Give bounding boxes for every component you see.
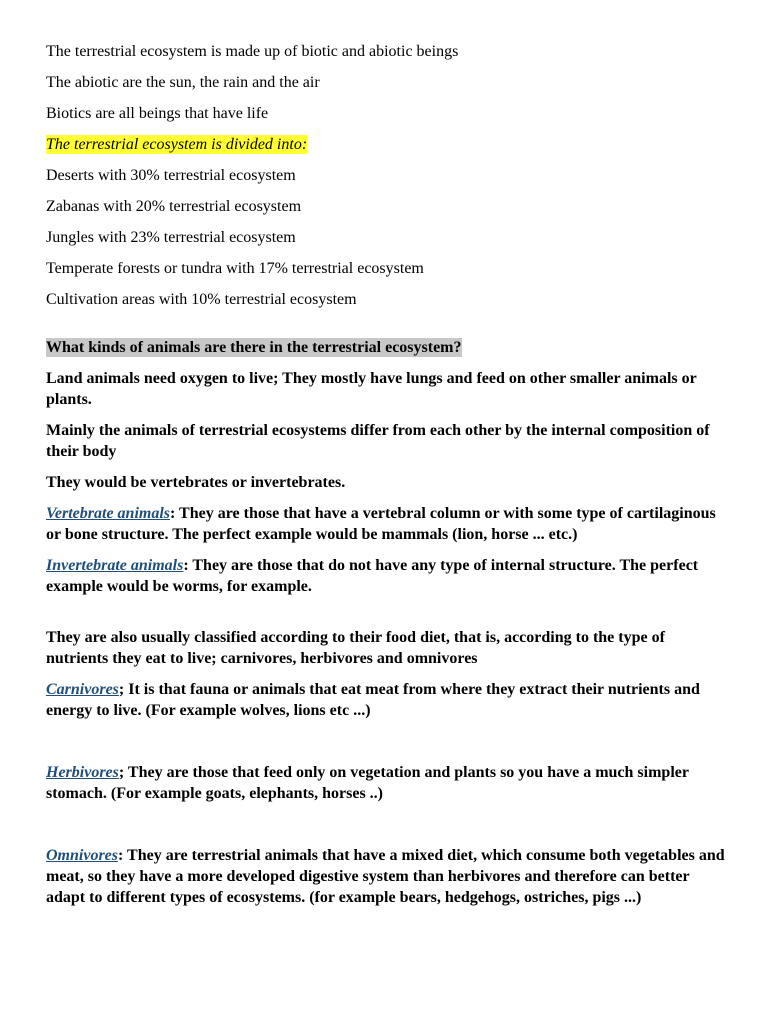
animals-heading-line: [46, 337, 726, 358]
division-heading-line: [46, 134, 726, 155]
vertebrate-text: : They are those that have a vertebral column or with some type of cartilaginous or bone structure. The perfect example would be mammals (lion, horse ... etc.): [46, 505, 716, 543]
division-cultivation: Cultivation areas with 10% terrestrial ecosystem: [46, 291, 357, 308]
omnivores-paragraph: [46, 845, 726, 908]
herbivores-link[interactable]: Herbivores: [46, 764, 119, 781]
division-heading: The terrestrial ecosystem is divided into:: [46, 136, 308, 153]
division-temperate-forests: Temperate forests or tundra with 17% terrestrial ecosystem: [46, 260, 424, 277]
invertebrate-paragraph: [46, 555, 726, 597]
land-animals-paragraph: Land animals need oxygen to live; They mostly have lungs and feed on other smaller animals or plants.: [46, 370, 697, 408]
carnivores-paragraph: [46, 679, 726, 721]
division-zabanas: Zabanas with 20% terrestrial ecosystem: [46, 198, 302, 215]
carnivores-link[interactable]: Carnivores: [46, 681, 119, 698]
carnivores-text: ; It is that fauna or animals that eat meat from where they extract their nutrients and energy to live. (For example wolves, lions etc ...): [46, 681, 700, 719]
division-deserts: Deserts with 30% terrestrial ecosystem: [46, 167, 296, 184]
intro-line-1: The terrestrial ecosystem is made up of biotic and abiotic beings: [46, 43, 459, 60]
herbivores-paragraph: [46, 762, 726, 804]
omnivores-link[interactable]: Omnivores: [46, 847, 118, 864]
intro-line-2: The abiotic are the sun, the rain and the air: [46, 74, 320, 91]
vertebrates-invertebrates-paragraph: They would be vertebrates or invertebrates.: [46, 474, 346, 491]
division-jungles: Jungles with 23% terrestrial ecosystem: [46, 229, 296, 246]
vertebrate-paragraph: [46, 503, 726, 545]
omnivores-text: : They are terrestrial animals that have a mixed diet, which consume both vegetables and meat, so they have a more developed digestive system than herbivores and therefore can better adapt to different types of ecosystems. (for example bears, hedgehogs, ostriches, pigs ...): [46, 847, 725, 906]
invertebrate-text: : They are those that do not have any type of internal structure. The perfect example would be worms, for example.: [46, 557, 699, 595]
vertebrate-animals-link[interactable]: Vertebrate animals: [46, 505, 171, 522]
document-page: [46, 41, 726, 918]
animals-heading: What kinds of animals are there in the terrestrial ecosystem?: [46, 339, 462, 356]
invertebrate-animals-link[interactable]: Invertebrate animals: [46, 557, 184, 574]
herbivores-text: ; They are those that feed only on vegetation and plants so you have a much simpler stomach. (For example goats, elephants, horses ..): [46, 764, 689, 802]
intro-line-3: Biotics are all beings that have life: [46, 105, 269, 122]
diet-intro-paragraph: They are also usually classified according to their food diet, that is, according to the type of nutrients they eat to live; carnivores, herbivores and omnivores: [46, 629, 665, 667]
internal-composition-paragraph: Mainly the animals of terrestrial ecosystems differ from each other by the internal composition of their body: [46, 422, 710, 460]
